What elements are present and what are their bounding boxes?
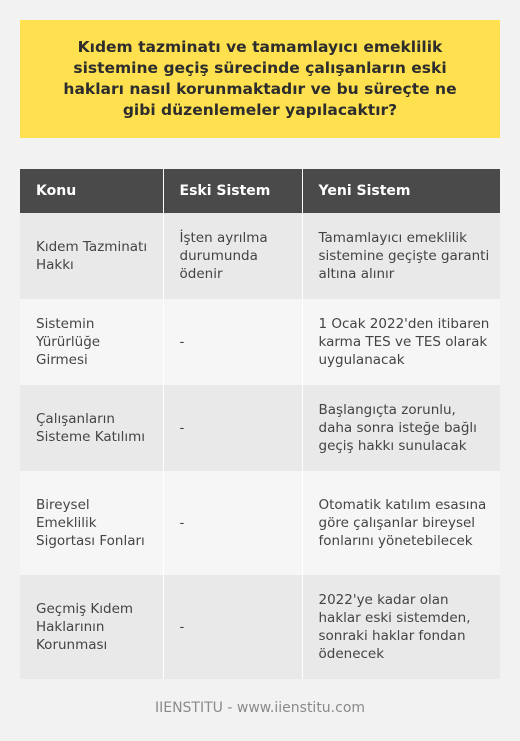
cell-yeni-sistem: Otomatik katılım esasına göre çalışanlar bireysel fonlarını yönetebilecek (302, 471, 500, 575)
cell-eski-sistem: - (163, 385, 302, 471)
header-eski-sistem: Eski Sistem (163, 169, 302, 213)
cell-yeni-sistem: 2022'ye kadar olan haklar eski sistemden, sonraki haklar fondan ödenecek (302, 575, 500, 679)
table-row (20, 213, 500, 299)
cell-eski-sistem: İşten ayrılma durumunda ödenir (163, 213, 302, 299)
table-header-row (20, 169, 500, 213)
table-row (20, 575, 500, 679)
footer-credit: IIENSTITU - www.iienstitu.com (154, 700, 366, 716)
cell-konu: Geçmiş Kıdem Haklarının Korunması (20, 575, 163, 679)
cell-yeni-sistem: Tamamlayıcı emeklilik sistemine geçişte garanti altına alınır (302, 213, 500, 299)
table-row (20, 471, 500, 575)
cell-konu: Sistemin Yürürlüğe Girmesi (20, 299, 163, 385)
header-yeni-sistem: Yeni Sistem (302, 169, 500, 213)
comparison-table (20, 169, 500, 679)
cell-yeni-sistem: Başlangıçta zorunlu, daha sonra isteğe bağlı geçiş hakkı sunulacak (302, 385, 500, 471)
cell-konu: Bireysel Emeklilik Sigortası Fonları (20, 471, 163, 575)
question-text: Kıdem tazminatı ve tamamlayıcı emeklilik sistemine geçiş sürecinde çalışanların eski hakları nasıl korunmaktadır ve bu süreçte ne gibi düzenlemeler yapılacaktır? (63, 38, 457, 119)
comparison-table-wrapper (20, 169, 500, 679)
header-konu: Konu (20, 169, 163, 213)
cell-yeni-sistem: 1 Ocak 2022'den itibaren karma TES ve TES olarak uygulanacak (302, 299, 500, 385)
table-row (20, 385, 500, 471)
cell-eski-sistem: - (163, 471, 302, 575)
cell-konu: Kıdem Tazminatı Hakkı (20, 213, 163, 299)
cell-eski-sistem: - (163, 575, 302, 679)
cell-eski-sistem: - (163, 299, 302, 385)
cell-konu: Çalışanların Sisteme Katılımı (20, 385, 163, 471)
question-banner (20, 20, 500, 138)
table-row (20, 299, 500, 385)
